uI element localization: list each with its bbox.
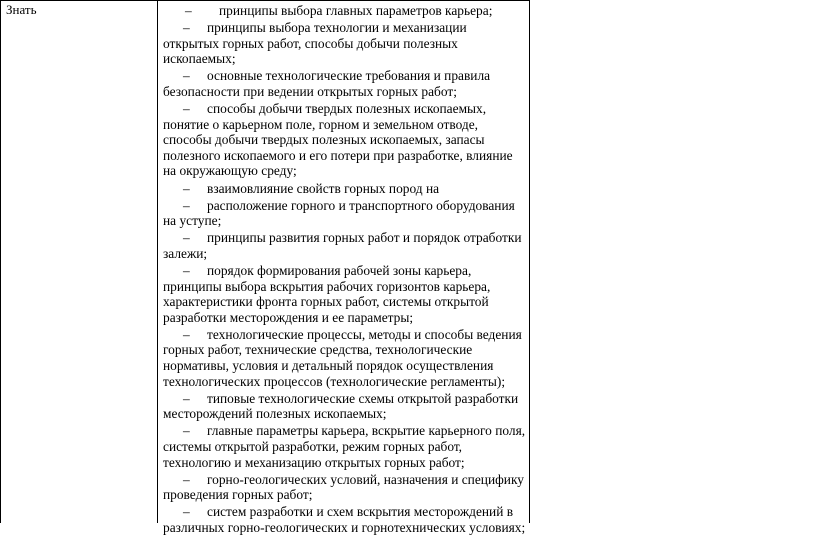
list-item-text: технологические процессы, методы и способы ведения горных работ, технические средства, технологические нормативы, условия и детальный порядок осуществления технологических процессов (технологические регламенты); xyxy=(163,326,522,389)
row-label: Знать xyxy=(6,2,37,17)
list-item xyxy=(163,327,526,389)
dash-marker: – xyxy=(183,101,190,117)
list-item xyxy=(163,3,526,19)
dash-marker: – xyxy=(183,471,190,487)
requirements-list xyxy=(163,3,526,537)
list-item xyxy=(163,20,526,67)
list-item xyxy=(163,181,526,197)
list-item xyxy=(163,423,526,470)
dash-marker: – xyxy=(185,3,192,18)
dash-marker: – xyxy=(183,68,190,84)
table-left-border xyxy=(0,0,1,523)
list-item-text: взаимовлияние свойств горных пород на xyxy=(207,180,440,196)
dash-marker: – xyxy=(183,197,190,213)
list-item xyxy=(163,230,526,261)
list-item-text: принципы выбора главных параметров карьера; xyxy=(219,3,493,18)
dash-marker: – xyxy=(183,504,190,520)
dash-marker: – xyxy=(183,20,190,36)
table-top-border xyxy=(0,0,530,1)
list-item-text: принципы развития горных работ и порядок отработки залежи; xyxy=(163,230,522,261)
dash-marker: – xyxy=(183,423,190,439)
list-item xyxy=(163,101,526,179)
dash-marker: – xyxy=(183,180,190,196)
list-item-text: расположение горного и транспортного оборудования на уступе; xyxy=(163,197,515,229)
list-item-text: принципы выбора технологии и механизации открытых горных работ, способы добычи полезных ископаемых; xyxy=(163,20,467,67)
table-column-divider xyxy=(157,0,158,523)
dash-marker: – xyxy=(183,230,190,246)
list-item-text: горно-геологических условий, назначения и специфику проведения горных работ; xyxy=(163,471,524,503)
list-item-text: систем разработки и схем вскрытия месторождений в различных горно-геологических и горнотехнических условиях; xyxy=(163,504,526,535)
table-right-border xyxy=(529,0,530,523)
dash-marker: – xyxy=(183,263,190,278)
list-item-text: главные параметры карьера, вскрытие карьерного поля, системы открытой разработки, режим горных работ, технологию и механизацию открытых горных работ; xyxy=(163,423,526,470)
dash-marker: – xyxy=(183,326,190,342)
list-item xyxy=(163,68,526,99)
list-item-text: типовые технологические схемы открытой разработки месторождений полезных ископаемых; xyxy=(163,390,519,422)
list-item xyxy=(163,472,526,503)
list-item xyxy=(163,263,526,325)
list-item-text: основные технологические требования и правила безопасности при ведении открытых горных работ; xyxy=(163,68,491,99)
list-item-text: порядок формирования рабочей зоны карьера, принципы выбора вскрытия рабочих горизонтов карьера, характеристики фронта горных работ, системы открытой разработки месторождения и ее параметры; xyxy=(163,263,491,325)
list-item xyxy=(163,198,526,229)
list-item xyxy=(163,391,526,422)
dash-marker: – xyxy=(183,390,190,406)
list-item xyxy=(163,504,526,535)
list-item-text: способы добычи твердых полезных ископаемых, понятие о карьерном поле, горном и земельном отводе, способы добычи твердых полезных ископаемых, запасы полезного ископаемого и его потери при разработке, влияние на окружающую среду; xyxy=(163,101,513,179)
